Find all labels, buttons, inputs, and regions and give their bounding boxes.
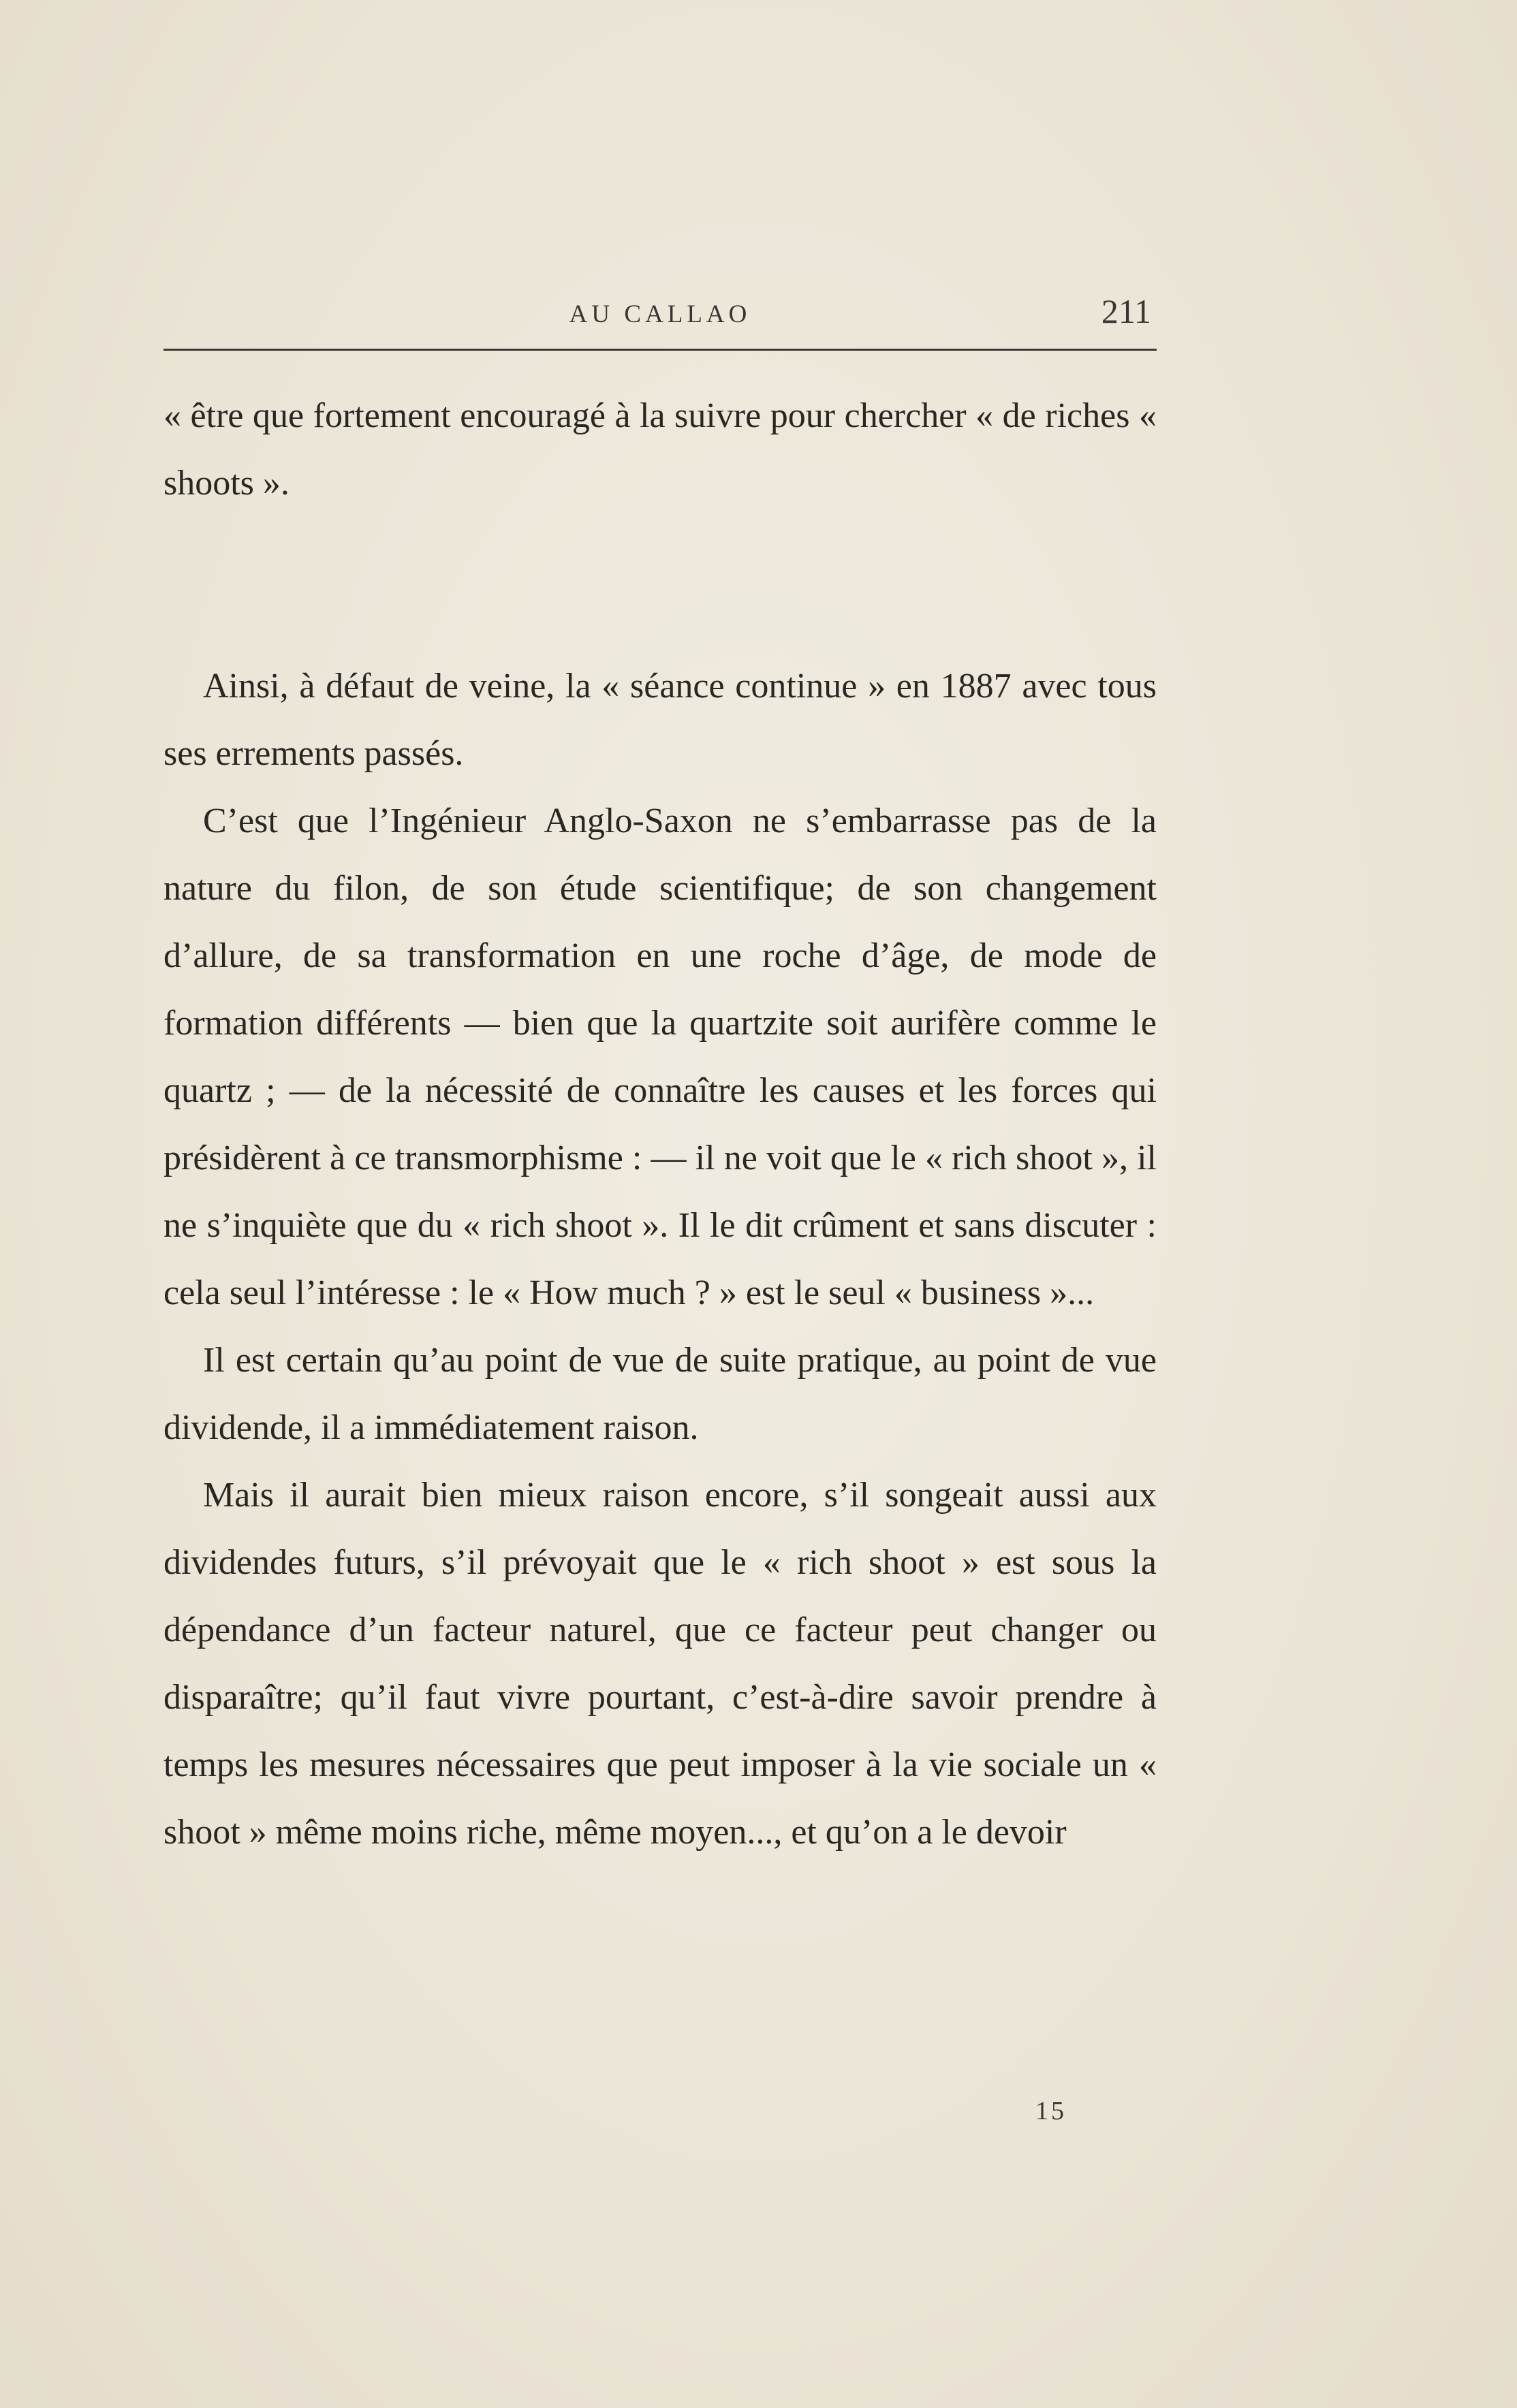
paragraph: Il est certain qu’au point de vue de suite pratique, au point de vue dividende, il a immédiatement raison. xyxy=(163,1341,1157,1447)
header-rule xyxy=(163,349,1157,351)
paragraph: Ainsi, à défaut de veine, la « séance continue » en 1887 avec tous ses errements passés. xyxy=(163,667,1157,773)
paragraph-continuation: « être que fortement encouragé à la suivre pour chercher « de riches « shoots ». xyxy=(163,396,1157,503)
text-block-continuation xyxy=(163,382,1157,517)
paragraph: Mais il aurait bien mieux raison encore, s’il songeait aussi aux dividendes futurs, s’il prévoyait que le « rich shoot » est sous la dépendance d’un facteur naturel, que ce facteur peut changer ou disparaître; qu’il faut vivre pourtant, c’est-à-dire savoir prendre à temps les mesures nécessaires que peut imposer à la vie sociale un « shoot » même moins riche, même moyen..., et qu’on a le devoir xyxy=(163,1476,1157,1852)
running-title: AU CALLAO xyxy=(569,300,751,328)
running-head xyxy=(163,286,1157,340)
paragraph: C’est que l’Ingénieur Anglo-Saxon ne s’embarrasse pas de la nature du filon, de son étude scientifique; de son changement d’allure, de sa transformation en une roche d’âge, de mode de formation différents — bien que la quartzite soit aurifère comme le quartz ; — de la nécessité de connaître les causes et les forces qui présidèrent à ce transmorphisme : — il ne voit que le « rich shoot », il ne s’inquiète que du « rich shoot ». Il le dit crûment et sans discuter : cela seul l’intéresse : le « How much ? » est le seul « business »... xyxy=(163,802,1157,1312)
signature-mark: 15 xyxy=(1035,2097,1067,2125)
text-block-main xyxy=(163,652,1157,1866)
page-number: 211 xyxy=(1101,292,1151,330)
